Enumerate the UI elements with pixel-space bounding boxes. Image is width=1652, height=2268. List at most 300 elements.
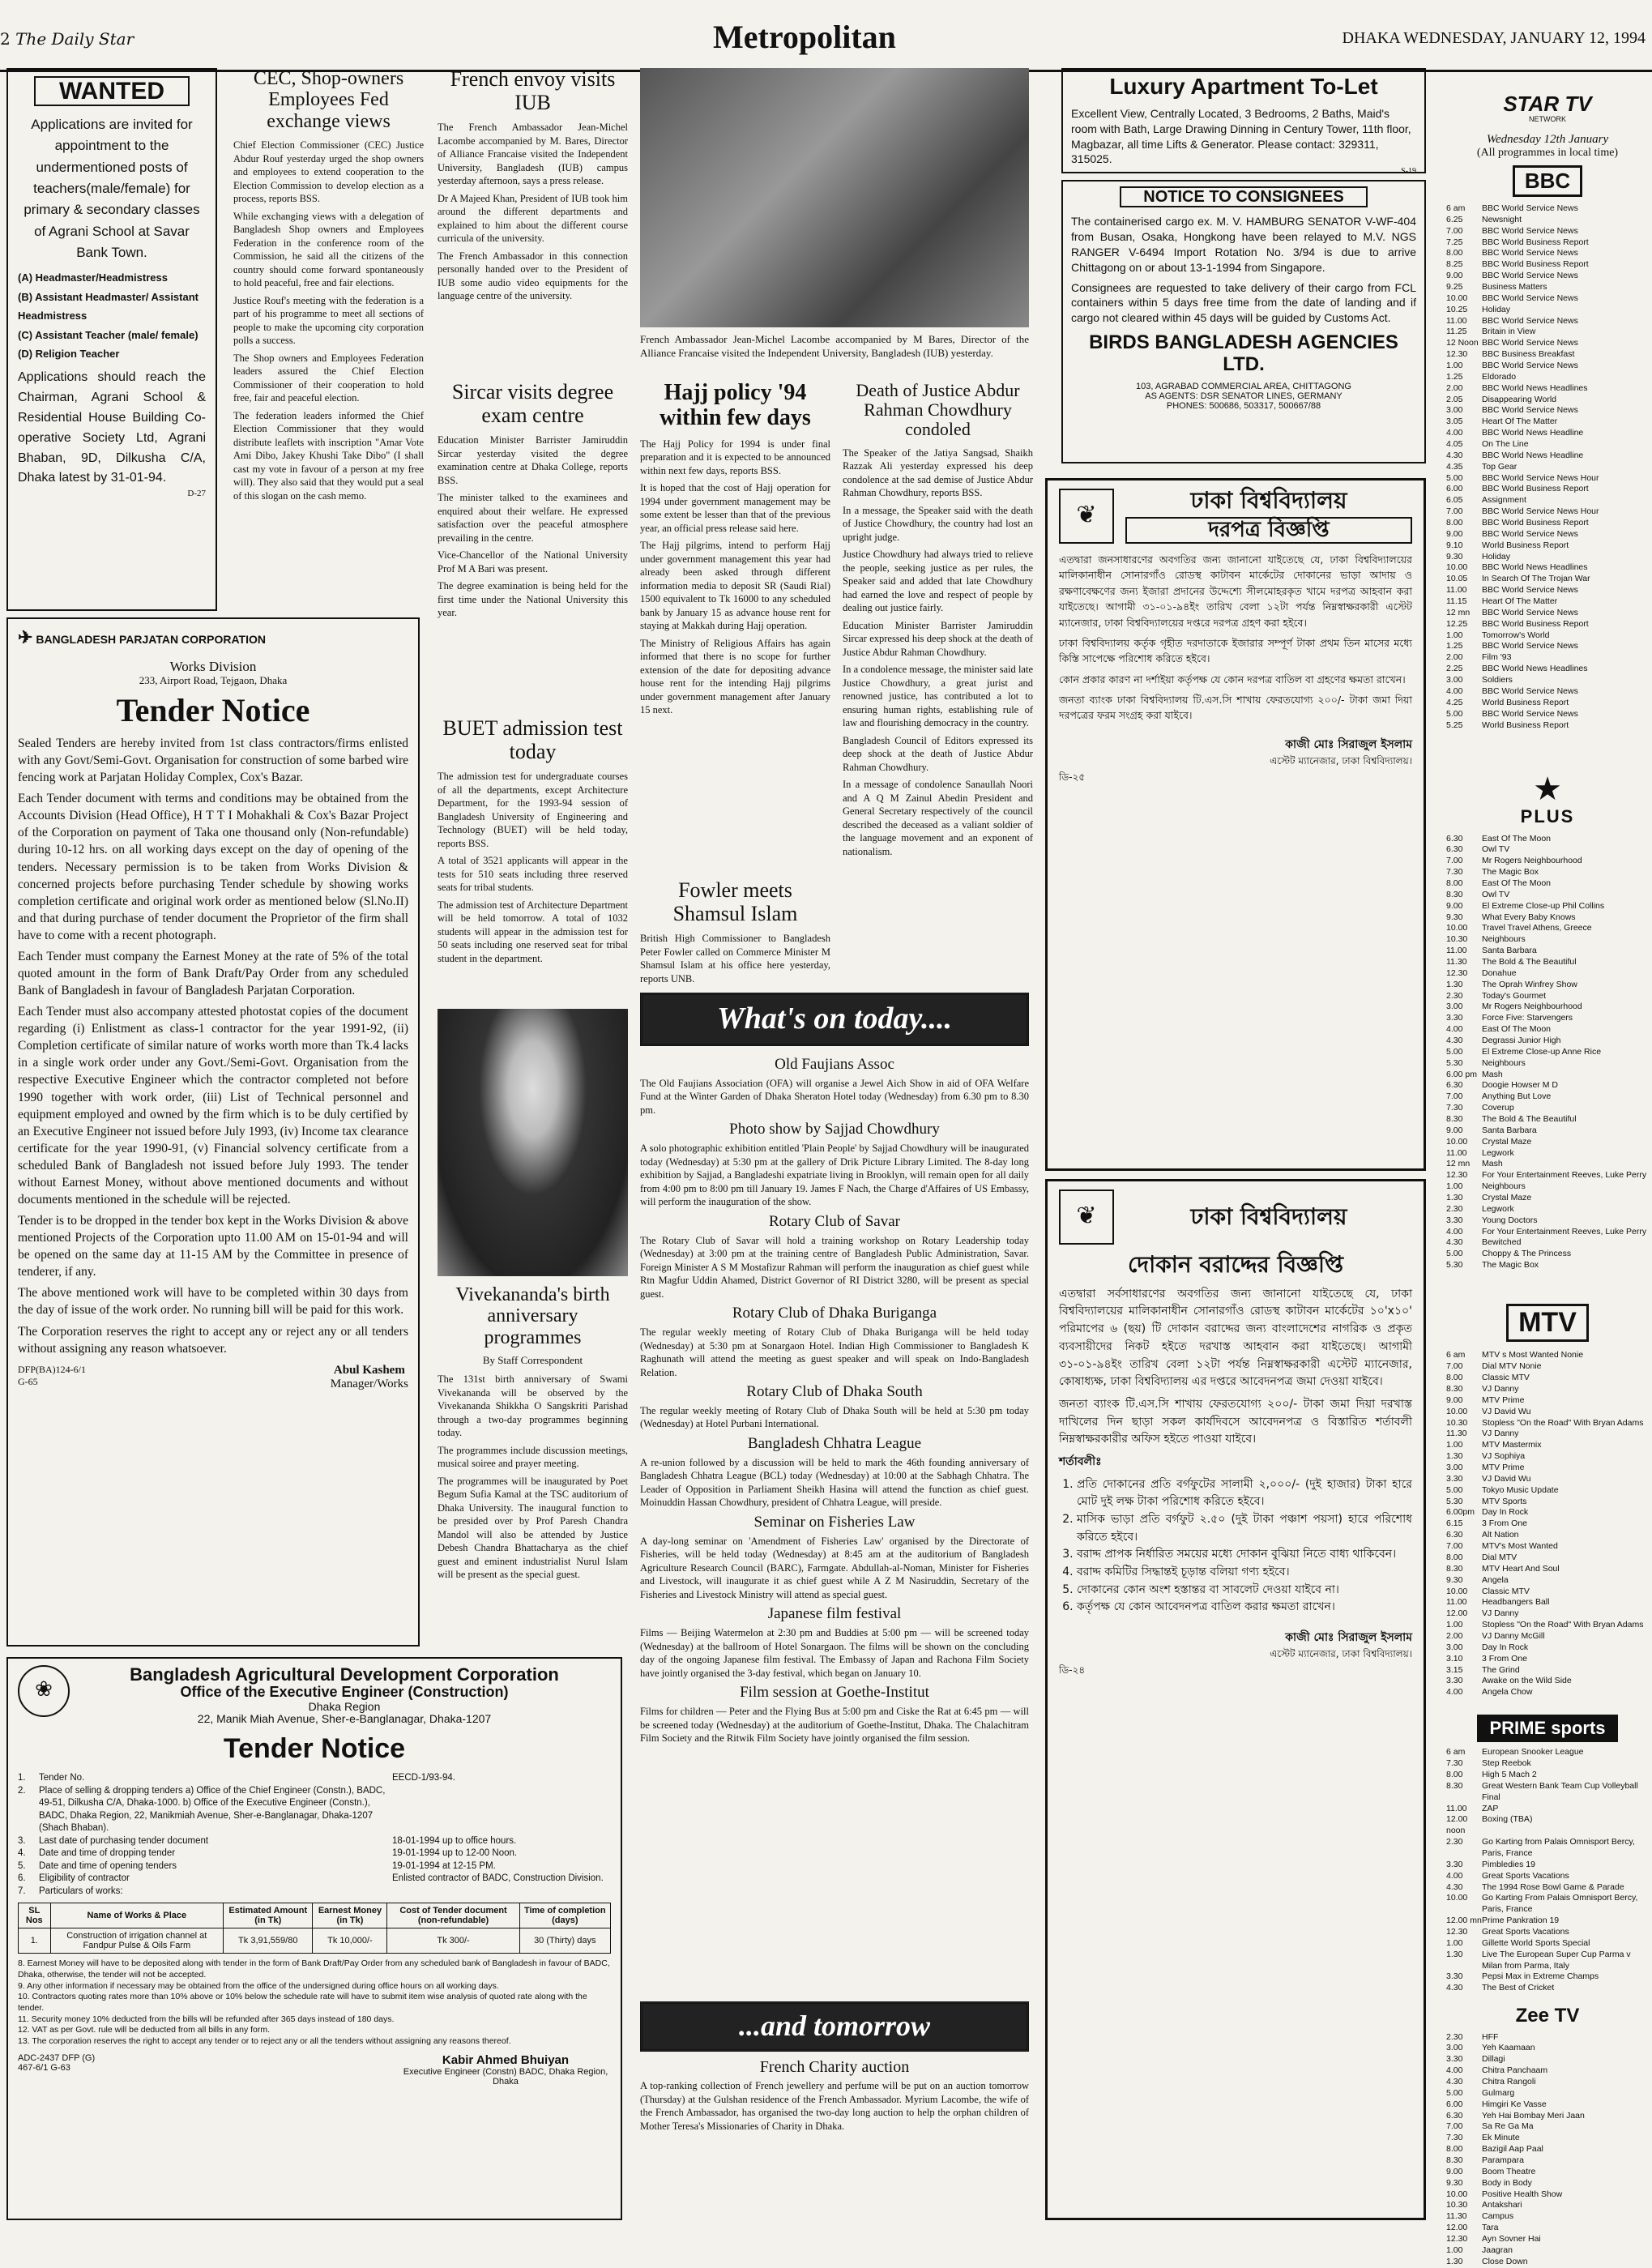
schedule-time: 11.00	[1446, 946, 1467, 956]
schedule-row	[1446, 2167, 1649, 2178]
photo-caption: French Ambassador Jean-Michel Lacombe accompanied by M Bares, Director of the Alliance Francaise visited the Independent University, Bangladesh (IUB) yesterday.	[640, 333, 1029, 360]
schedule-time: 9.00	[1446, 528, 1463, 539]
schedule-time: 10.00	[1446, 1136, 1468, 1147]
schedule-row	[1446, 349, 1649, 361]
headline: French envoy visits IUB	[450, 67, 616, 114]
schedule-row	[1446, 1893, 1649, 1916]
schedule-row	[1446, 1080, 1649, 1091]
schedule-row	[1446, 1463, 1649, 1474]
program-title: BBC World Service News	[1482, 338, 1578, 348]
program-title: HFF	[1482, 2031, 1499, 2042]
program-title: Tokyo Music Update	[1482, 1484, 1559, 1495]
article-sircar	[438, 381, 628, 673]
program-title: Prime Pankration 19	[1482, 1916, 1560, 1926]
schedule-time: 3.10	[1446, 1653, 1463, 1664]
headline: BUET admission test today	[442, 716, 623, 763]
program-title: BBC World Service News	[1482, 585, 1578, 596]
division: Works Division	[169, 659, 257, 674]
schedule-row	[1446, 1204, 1649, 1215]
schedule-row	[1446, 709, 1649, 720]
schedule-time: 7.00	[1446, 1091, 1463, 1102]
program-title: BBC World Service News	[1482, 405, 1578, 416]
page-number: 2	[0, 29, 11, 49]
program-title: Awake on the Wild Side	[1482, 1676, 1572, 1686]
schedule-row	[1446, 1518, 1649, 1530]
program-title: Disappearing World	[1482, 394, 1557, 404]
paragraph: The programmes will be inaugurated by Poet Begum Sufia Kamal at the TSC auditorium of Dhaka University. The inaugural function to be presided over by Prof Paresh Chandra Mandol will also be attended by Justice Debesh Chandra Bhattacharya as the chief guest and eminent industrialist Nurul Islam will be present as the special guest.	[438, 1475, 628, 1581]
headline: Sircar visits degree exam centre	[451, 380, 614, 427]
schedule-time: 3.30	[1446, 1676, 1463, 1686]
program-title: Bewitched	[1482, 1237, 1522, 1248]
schedule-row	[1446, 451, 1649, 462]
program-title: Himgiri Ke Vasse	[1482, 2099, 1547, 2109]
schedule-row	[1446, 2099, 1649, 2111]
schedule-time: 5.00	[1446, 1249, 1463, 1259]
schedule-row	[1446, 1927, 1649, 1938]
schedule-time: 5.00	[1446, 708, 1463, 719]
schedule-row	[1446, 2077, 1649, 2088]
schedule-time: 1.00	[1446, 361, 1463, 370]
event-body: A top-ranking collection of French jewellery and perfume will be put on an auction tomorrow (Thursday) at the Gulshan residence of the French Ambassador. Myrium Lacombe, the wife of the French Ambassador, has organised the two-day long auction to help the orphan children of Mother Teresa's Missionaries of Charity in Dhaka.	[640, 2080, 1029, 2132]
paragraph: Vice-Chancellor of the National University Prof M A Bari was present.	[438, 549, 628, 574]
table-cell: Tk 10,000/-	[313, 1928, 387, 1954]
schedule-row	[1446, 1587, 1649, 1598]
program-title: Neighbours	[1482, 1181, 1526, 1192]
prime-sports-logo: PRIME sports	[1477, 1715, 1617, 1742]
schedule-time: 10.30	[1446, 1417, 1468, 1428]
schedule-row	[1446, 1758, 1649, 1770]
schedule-row	[1446, 1642, 1649, 1654]
schedule-row	[1446, 1553, 1649, 1564]
ad-code: S-19	[1401, 167, 1416, 177]
article-fowler	[640, 879, 830, 985]
program-title: Newsnight	[1482, 214, 1522, 224]
event-title: Bangladesh Chhatra League	[747, 1434, 922, 1452]
program-title: The Magic Box	[1482, 867, 1539, 878]
star-tv-logo: STAR TV	[1503, 92, 1592, 116]
parjatan-logo-icon: ✈	[18, 627, 33, 647]
signer-name: Kabir Ahmed Bhuiyan	[442, 2053, 570, 2068]
table-cell: Construction of irrigation channel at Fandpur Pulse & Oils Farm	[50, 1928, 224, 1954]
schedule-time: 1.00	[1446, 2245, 1463, 2255]
program-title: Chitra Panchaam	[1482, 2065, 1548, 2076]
schedule-row	[1446, 1002, 1649, 1013]
program-title: Antakshari	[1482, 2200, 1522, 2210]
table-cell: 30 (Thirty) days	[519, 1928, 610, 1954]
schedule-time: 10.00	[1446, 2189, 1468, 2199]
program-title: Classic MTV	[1482, 1586, 1530, 1596]
program-title: For Your Entertainment Reeves, Luke Perry	[1482, 1226, 1647, 1237]
program-title: BBC World Service News	[1482, 271, 1578, 281]
du-emblem-icon: ❦	[1059, 489, 1114, 544]
org-name: BANGLADESH PARJATAN CORPORATION	[36, 633, 266, 646]
schedule-row	[1446, 1938, 1649, 1950]
org-name: Bangladesh Agricultural Development Corporation	[130, 1664, 559, 1685]
event-title: Rotary Club of Savar	[768, 1212, 900, 1230]
article-charity-auction	[640, 2058, 1029, 2220]
bbc-schedule	[1446, 203, 1649, 731]
photo	[640, 68, 1029, 327]
schedule-time: 8.00	[1446, 2144, 1463, 2155]
schedule-row	[1446, 2189, 1649, 2201]
program-title: Top Gear	[1482, 461, 1518, 472]
schedule-time: 11.00	[1446, 1803, 1467, 1813]
schedule-row	[1446, 968, 1649, 980]
paragraph: এতদ্বারা জনসাধারণের অবগতির জন্য জানানো যাইতেছে যে, ঢাকা বিশ্ববিদ্যালয়ের মালিকানাধীন সোনারগাঁও রোডস্থ কাটাবন মার্কেটের দোকানের ভাড়া আদায় ও রক্ষণাবেক্ষণের জন্য ইজারা প্রদানের উদ্দেশ্যে সীলমোহরকৃত খামে দরপত্র আহবান করা যাইতেছে। আগামী ৩১-০১-৯৪ইং তারিখ বেলা ১২টা পর্যন্ত নিম্নস্বাক্ষরকারী এস্টেট ম্যানেজার, ঢাকা বিশ্ববিদ্যালয়ের দপ্তরে দরপত্র গ্রহণ করা হইবে।	[1059, 553, 1412, 629]
schedule-time: 7.00	[1446, 225, 1463, 236]
program-title: Chitra Rangoli	[1482, 2077, 1536, 2087]
notice-body: The containerised cargo ex. M. V. HAMBURG SENATOR V-WF-404 from Busan, Osaka, Hongkong have been relayed to M.V. NGS RANGER V-6494 Import Rotation No. 3/94 is due to arrive Chittagong on or about 13-1-1994 from Singapore.	[1071, 215, 1416, 274]
schedule-row	[1446, 1608, 1649, 1620]
badc-tender-notice	[6, 1657, 622, 2220]
schedule-time: 10.00	[1446, 293, 1468, 303]
paragraph: The 131st birth anniversary of Swami Vivekananda will be observed by the Vivekananda Shikkha O Sangskriti Parishad through a two-day programmes beginning today.	[438, 1373, 628, 1439]
schedule-time: 1.30	[1446, 979, 1463, 989]
schedule-row	[1446, 237, 1649, 249]
schedule-time: 4.00	[1446, 1226, 1463, 1237]
schedule-row	[1446, 630, 1649, 642]
schedule-time: 8.00	[1446, 248, 1463, 258]
schedule-row	[1446, 484, 1649, 495]
schedule-row	[1446, 2200, 1649, 2211]
item-label: Particulars of works:	[39, 1886, 123, 1896]
paragraph: The admission test of Architecture Department will be held tomorrow. A total of 1032 students will appear in the admission test for 50 seats including one reserved seat for tribal student in the department.	[438, 899, 628, 964]
schedule-row	[1446, 1440, 1649, 1451]
schedule-row	[1446, 428, 1649, 439]
paragraph: Education Minister Barrister Jamiruddin Sircar yesterday visited the degree examination centre at Dhaka College, reports BSS.	[438, 434, 628, 486]
schedule-row	[1446, 1070, 1649, 1081]
schedule-row	[1446, 1350, 1649, 1361]
program-title: MTV's Most Wanted	[1482, 1541, 1558, 1552]
photo	[438, 1009, 628, 1276]
schedule-row	[1446, 1148, 1649, 1160]
conditions-list	[1059, 1476, 1412, 1617]
bbc-logo: BBC	[1513, 165, 1582, 197]
item-number: 3.	[18, 1835, 26, 1846]
program-title: European Snooker League	[1482, 1747, 1584, 1758]
tender-item	[18, 1785, 611, 1835]
schedule-time: 7.30	[1446, 1758, 1463, 1769]
program-title: World Business Report	[1482, 540, 1569, 550]
program-title: Campus	[1482, 2211, 1514, 2222]
schedule-time: 12.30	[1446, 967, 1468, 978]
schedule-row	[1446, 338, 1649, 349]
tender-notes	[18, 1958, 611, 2047]
article-death-condoled	[843, 381, 1033, 989]
program-title: Yeh Hai Bombay Meri Jaan	[1482, 2110, 1585, 2121]
schedule-time: 3.00	[1446, 1002, 1463, 1012]
schedule-time: 4.30	[1446, 1983, 1463, 1993]
tender-item	[18, 1886, 611, 1899]
events-listing	[640, 1052, 1029, 1992]
schedule-time: 6.30	[1446, 2110, 1463, 2121]
headline: Death of Justice Abdur Rahman Chowdhury condoled	[856, 380, 1020, 440]
item-label: Last date of purchasing tender document	[39, 1835, 209, 1846]
program-title: The Bold & The Beautiful	[1482, 1114, 1577, 1125]
star-icon: ★	[1533, 771, 1562, 808]
ad-title: Luxury Apartment To-Let	[1109, 74, 1378, 99]
schedule-row	[1446, 2245, 1649, 2257]
schedule-row	[1446, 878, 1649, 890]
program-title: Eldorado	[1482, 371, 1517, 382]
star-tv-network: NETWORK	[1529, 114, 1566, 123]
tender-note: 10. Contractors quoting rates more than 10% above or 10% below the schedule rate will have to submit item wise analysis of quoted rate along with the tender.	[18, 1992, 587, 2013]
program-title: Choppy & The Princess	[1482, 1249, 1572, 1259]
schedule-row	[1446, 1429, 1649, 1440]
schedule-row	[1446, 1373, 1649, 1384]
item-label: Date and time of opening tenders	[39, 1860, 177, 1871]
schedule-row	[1446, 259, 1649, 271]
paragraph: The French Ambassador in this connection personally handed over to the President of IUB some audio video equipments for the language centre of the university.	[438, 250, 628, 302]
item-value: 18-01-1994 up to office hours.	[392, 1835, 517, 1846]
schedule-time: 9.30	[1446, 551, 1463, 562]
schedule-time: 7.30	[1446, 867, 1463, 878]
program-title: BBC World Service News	[1482, 248, 1578, 258]
program-title: On The Line	[1482, 439, 1529, 450]
paragraph: Education Minister Barrister Jamiruddin Sircar expressed his deep shock at the death of Justice Abdur Rahman Chowdhury.	[843, 619, 1033, 658]
schedule-row	[1446, 395, 1649, 406]
schedule-row	[1446, 248, 1649, 259]
schedule-row	[1446, 1507, 1649, 1518]
program-title: Donahue	[1482, 967, 1517, 978]
schedule-row	[1446, 540, 1649, 552]
tv-schedule-column	[1446, 68, 1649, 2266]
notice-body-2: Consignees are requested to take delivery of their cargo from FCL containers within 5 days free time from the date of landing and if cargo not cleared within 45 days will be guided by Customs Act.	[1071, 280, 1416, 325]
program-title: Go Karting from Palais Omnisport Bercy, Paris, France	[1482, 1837, 1635, 1859]
schedule-time: 9.10	[1446, 540, 1463, 550]
program-title: Owl TV	[1482, 889, 1510, 899]
program-title: BBC World Service News	[1482, 528, 1578, 539]
program-title: Tara	[1482, 2223, 1499, 2233]
schedule-time: 4.25	[1446, 697, 1463, 707]
program-title: El Extreme Close-up Anne Rice	[1482, 1046, 1602, 1057]
program-title: BBC World Business Report	[1482, 237, 1589, 247]
schedule-time: 3.15	[1446, 1664, 1463, 1675]
schedule-row	[1446, 1227, 1649, 1238]
event-title: Rotary Club of Dhaka Buriganga	[732, 1305, 937, 1322]
schedule-row	[1446, 2133, 1649, 2144]
schedule-row	[1446, 1747, 1649, 1758]
program-title: Positive Health Show	[1482, 2189, 1563, 2199]
schedule-row	[1446, 1882, 1649, 1894]
schedule-time: 7.00	[1446, 2121, 1463, 2132]
schedule-time: 1.00	[1446, 1937, 1463, 1948]
paragraph: The Speaker of the Jatiya Sangsad, Shaikh Razzak Ali yesterday expressed his deep condolence at the sad demise of Justice Abdur Rahman Chowdhury, reports BSS.	[843, 446, 1033, 499]
schedule-row	[1446, 980, 1649, 991]
program-title: The Magic Box	[1482, 1260, 1539, 1271]
notice-title: NOTICE TO CONSIGNEES	[1120, 186, 1368, 207]
schedule-time: 4.05	[1446, 439, 1463, 450]
mtv-logo: MTV	[1506, 1304, 1589, 1342]
photo-iub-visit	[640, 68, 1029, 376]
program-title: MTV Sports	[1482, 1496, 1527, 1506]
wanted-post: (B) Assistant Headmaster/ Assistant Headmistress	[18, 290, 198, 322]
program-title: BBC World Service News	[1482, 708, 1578, 719]
program-title: BBC World Service News	[1482, 361, 1578, 370]
schedule-time: 10.00	[1446, 923, 1468, 933]
program-title: BBC World Service News	[1482, 686, 1578, 696]
program-title: Dial MTV	[1482, 1552, 1518, 1562]
schedule-row	[1446, 271, 1649, 282]
paragraph: The Ministry of Religious Affairs has again informed that there is no scope for further extension of the date for depositing advance house rent for the intending Hajj pilgrims under government management after January 15 next.	[640, 637, 830, 716]
paragraph: In a message, the Speaker said with the death of Justice Chowdhury, the country had lost an upright judge.	[843, 504, 1033, 543]
program-title: Film '93	[1482, 652, 1512, 663]
program-title: Young Doctors	[1482, 1215, 1538, 1225]
schedule-time: 9.30	[1446, 1574, 1463, 1585]
schedule-row	[1446, 405, 1649, 416]
schedule-row	[1446, 305, 1649, 316]
paragraph: In a message of condolence Sanaullah Noori and A Q M Zainul Abedin President and General Secretary respectively of the council described the deceased as a valiant soldier of the language movement and an exponent of nationalism.	[843, 779, 1033, 857]
paragraph: It is hoped that the cost of Hajj operation for 1994 under government management may be some extent be lesser than that of the previous year, an official press release said here.	[640, 482, 830, 534]
schedule-time: 9.25	[1446, 281, 1463, 292]
plus-logo: PLUS	[1520, 806, 1575, 827]
schedule-time: 1.00	[1446, 1440, 1463, 1450]
schedule-time: 6.15	[1446, 1518, 1463, 1529]
program-title: Parampara	[1482, 2155, 1524, 2166]
ad-codes: ADC-2437 DFP (G) 467-6/1 G-63	[18, 2053, 96, 2074]
program-title: 3 From One	[1482, 1653, 1528, 1664]
schedule-row	[1446, 934, 1649, 946]
program-title: Great Sports Vacations	[1482, 1927, 1569, 1937]
condition-item: 3. বরাদ্দ প্রাপক নির্ধারিত সময়ের মধ্যে দোকান বুঝিয়া নিতে বাধ্য থাকিবেন।	[1077, 1546, 1412, 1564]
program-title: Day In Rock	[1482, 1642, 1529, 1652]
schedule-time: 2.30	[1446, 1837, 1463, 1847]
schedule-time: 7.25	[1446, 237, 1463, 247]
schedule-time: 10.30	[1446, 934, 1468, 945]
schedule-time: 10.05	[1446, 574, 1468, 584]
event-item	[640, 1214, 1029, 1301]
program-title: Coverup	[1482, 1103, 1514, 1113]
program-title: Mash	[1482, 1159, 1503, 1169]
schedule-row	[1446, 1215, 1649, 1227]
schedule-time: 10.30	[1446, 2200, 1468, 2210]
program-title: MTV Mastermix	[1482, 1440, 1542, 1450]
wanted-title: WANTED	[34, 76, 190, 106]
headline: CEC, Shop-owners Employees Fed exchange views	[253, 68, 404, 132]
schedule-time: 11.00	[1446, 315, 1467, 326]
schedule-time: 9.00	[1446, 271, 1463, 281]
schedule-row	[1446, 383, 1649, 395]
event-item	[640, 1685, 1029, 1745]
schedule-time: 1.00	[1446, 1620, 1463, 1630]
schedule-time: 1.00	[1446, 1181, 1463, 1192]
schedule-row	[1446, 1665, 1649, 1676]
notice-title: Tender Notice	[116, 691, 310, 728]
schedule-row	[1446, 1950, 1649, 1972]
event-body: Films — Beijing Watermelon at 2:30 pm and Buddies at 5:00 pm — will be screened today (Wednesday) at the ballroom of Hotel Sonargaon. The films will be shown on the concluding day of the ongoing Japanese film festival. The Embassy of Japan and Rachona Film Society have jointly organised the 3-day festival, which began on January 10.	[640, 1627, 1029, 1679]
schedule-time: 2.30	[1446, 2031, 1463, 2042]
schedule-row	[1446, 2144, 1649, 2155]
tender-item	[18, 1835, 611, 1848]
prime-sports-schedule	[1446, 1747, 1649, 1994]
schedule-row	[1446, 1193, 1649, 1204]
schedule-time: 4.00	[1446, 1687, 1463, 1698]
schedule-row	[1446, 720, 1649, 732]
wanted-post: (D) Religion Teacher	[18, 347, 120, 360]
schedule-row	[1446, 1654, 1649, 1665]
signer-name: কাজী মোঃ সিরাজুল ইসলাম	[1285, 1631, 1412, 1645]
du-emblem-icon: ❦	[1059, 1190, 1114, 1245]
schedule-row	[1446, 1137, 1649, 1148]
schedule-time: 12.00	[1446, 2223, 1468, 2233]
tender-note: 11. Security money 10% deducted from the bills will be refunded after 365 days instead of 180 days.	[18, 2014, 395, 2024]
schedule-time: 4.30	[1446, 2077, 1463, 2087]
schedule-time: 1.30	[1446, 1193, 1463, 1203]
ad-code: G-65	[18, 1375, 38, 1387]
luxury-apartment-ad	[1061, 68, 1426, 177]
schedule-time: 8.30	[1446, 1114, 1463, 1125]
address: 22, Manik Miah Avenue, Sher-e-Banglanagar, Dhaka-1207	[197, 1712, 492, 1726]
schedule-time: 3.00	[1446, 1642, 1463, 1652]
schedule-row	[1446, 1170, 1649, 1181]
schedule-time: 6 am	[1446, 1350, 1466, 1360]
table-cell: Tk 300/-	[387, 1928, 519, 1954]
schedule-time: 12.00	[1446, 1608, 1468, 1619]
program-title: The Best of Cricket	[1482, 1983, 1555, 1993]
schedule-row	[1446, 901, 1649, 912]
event-body: A day-long seminar on 'Amendment of Fisheries Law' organised by the Directorate of Fisheries, will be held today (Wednesday) at 8:45 am at the auditorium of Bangladesh Agriculture Research Council (BARC), Farmgate. Abdullah-al-Noman, Minister for Fisheries and Livestock, will inaugurate it as chief guest while A Z M Nasiruddin, Secretary of the Fisheries and Livestock Ministry will attend as special guest.	[640, 1535, 1029, 1600]
schedule-time: 9.00	[1446, 1395, 1463, 1405]
schedule-row	[1446, 372, 1649, 383]
schedule-row	[1446, 1620, 1649, 1631]
schedule-time: 4.00	[1446, 1024, 1463, 1035]
paragraph: জনতা ব্যাংক টি.এস.সি শাখায় ফেরতযোগ্য ২০০/- টাকা জমা দিয়া দরখাস্ত দাখিলের দিন ছাড়া সকল কার্যদিবসে আবেদনপত্র ও বিস্তারিত শর্তাবলী নিম্নস্বাক্ষরকারীর অফিস হইতে পাওয়া যাইবে।	[1059, 1397, 1412, 1446]
schedule-row	[1446, 2155, 1649, 2167]
program-title: BBC World News Headlines	[1482, 562, 1588, 573]
schedule-time: 6 am	[1446, 203, 1466, 213]
schedule-time: 12.30	[1446, 1170, 1468, 1181]
program-title: For Your Entertainment Reeves, Luke Perry	[1482, 1170, 1647, 1181]
article-cec	[233, 68, 424, 611]
program-title: BBC World Service News Hour	[1482, 472, 1599, 483]
schedule-time: 6.00	[1446, 2099, 1463, 2109]
program-title: Tomorrow's World	[1482, 630, 1550, 640]
program-title: BBC World News Headline	[1482, 450, 1584, 460]
schedule-time: 6.30	[1446, 844, 1463, 855]
ad-body: Excellent View, Centrally Located, 3 Bedrooms, 2 Baths, Maid's room with Bath, Large Drawing Dinning in Century Tower, 11th floor, Magbazar, all time Lifts & Generator. Please contact: 329311, 315025.	[1071, 106, 1411, 166]
schedule-time: 12 mn	[1446, 607, 1471, 617]
schedule-row	[1446, 1916, 1649, 1927]
program-title: BBC World Business Report	[1482, 259, 1589, 270]
schedule-row	[1446, 495, 1649, 506]
program-title: ZAP	[1482, 1803, 1499, 1813]
schedule-row	[1446, 856, 1649, 867]
schedule-time: 11.30	[1446, 2211, 1467, 2222]
event-item	[640, 1121, 1029, 1208]
column-header: Cost of Tender document (non-refundable)	[387, 1903, 519, 1928]
schedule-row	[1446, 316, 1649, 327]
table-header	[19, 1903, 611, 1928]
schedule-time: 6.30	[1446, 833, 1463, 844]
paragraph: The degree examination is being held for the first time under the National University this year.	[438, 580, 628, 619]
program-title: Bazigil Aap Paal	[1482, 2144, 1543, 2155]
schedule-row	[1446, 361, 1649, 372]
paragraph: Justice Chowdhury had always tried to relieve the people, seeking justice as per rules, the Speaker said and added that late Chowdhury had earned the love and respect of people by dealing out justice fairly.	[843, 549, 1033, 614]
zee-tv-logo: Zee TV	[1515, 2005, 1580, 2027]
byline: By Staff Correspondent	[482, 1354, 583, 1367]
schedule-row	[1446, 1770, 1649, 1781]
schedule-time: 8.30	[1446, 1384, 1463, 1395]
program-title: BBC World Service News	[1482, 315, 1578, 326]
schedule-time: 10.25	[1446, 304, 1468, 314]
item-number: 5.	[18, 1860, 26, 1871]
column-header: Estimated Amount (in Tk)	[224, 1903, 313, 1928]
address: 233, Airport Road, Tejgaon, Dhaka	[139, 673, 288, 686]
wanted-post: (A) Headmaster/Headmistress	[18, 271, 168, 284]
program-title: In Search Of The Trojan War	[1482, 574, 1590, 584]
tender-item	[18, 1873, 611, 1886]
dateline: DHAKA WEDNESDAY, JANUARY 12, 1994	[1342, 29, 1646, 47]
